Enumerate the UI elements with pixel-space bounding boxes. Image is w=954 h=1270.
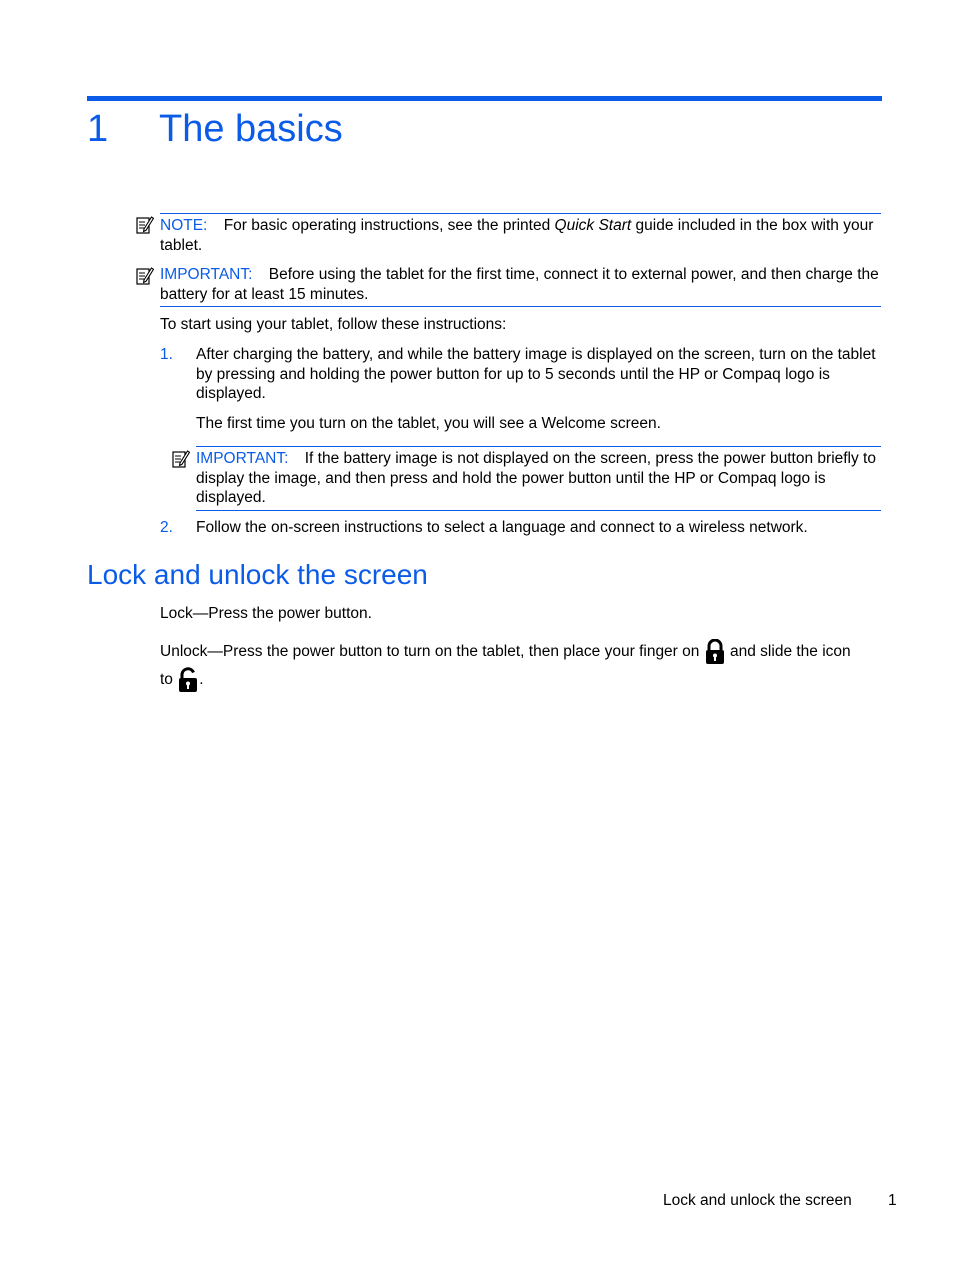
unlock-text-2: and slide the icon: [730, 643, 851, 660]
step-text: After charging the battery, and while the battery image is displayed on the screen, turn on the tablet by pressing and holding the power button for up to 5 seconds until the HP or Compaq logo is displayed.: [196, 346, 876, 402]
note-pencil-icon: [172, 449, 190, 469]
section-heading: Lock and unlock the screen: [87, 559, 428, 590]
important-2-body: If the battery image is not displayed on the screen, press the power button briefly to display the image, and then press and hold the power button until the HP or Compaq logo is displayed.: [196, 450, 876, 506]
unlock-text-4: .: [199, 671, 204, 688]
note-text-after: guide included in the box with your tablet.: [160, 217, 874, 254]
note-text: [160, 216, 881, 255]
lock-text: —Press the power button.: [192, 605, 372, 622]
step-followup: The first time you turn on the tablet, you will see a Welcome screen.: [196, 415, 661, 432]
note-emphasis: Quick Start: [554, 217, 632, 234]
chapter-heading: [87, 106, 343, 152]
lock-paragraph: [160, 604, 372, 624]
note-pencil-icon: [136, 215, 154, 235]
footer-page-number: 1: [888, 1192, 897, 1209]
step-number: 2.: [160, 519, 173, 536]
unlock-text-1: —Press the power button to turn on the tablet, then place your finger on: [207, 643, 700, 660]
chapter-title: The basics: [159, 108, 343, 150]
note-text-before: For basic operating instructions, see the printed: [223, 217, 551, 234]
important-2-text: [196, 449, 881, 508]
step-number: 1.: [160, 346, 173, 363]
important-label: IMPORTANT:: [160, 266, 253, 283]
unlock-term: Unlock: [160, 643, 208, 660]
important-2-label: IMPORTANT:: [196, 450, 289, 467]
chapter-number: 1: [87, 108, 109, 150]
padlock-unlocked-icon: [177, 667, 199, 693]
important-box: [160, 265, 881, 307]
lock-term: Lock: [160, 605, 193, 622]
note-pencil-icon: [136, 266, 154, 286]
footer-section-title: Lock and unlock the screen: [663, 1192, 852, 1209]
important-body: Before using the tablet for the first time, connect it to external power, and then charge the battery for at least 15 minutes.: [160, 266, 879, 303]
unlock-paragraph: [160, 638, 882, 694]
intro-text: To start using your tablet, follow these instructions:: [160, 316, 507, 333]
chapter-top-rule: [87, 96, 882, 101]
note-label: NOTE:: [160, 217, 208, 234]
padlock-locked-icon: [704, 639, 726, 665]
note-box: [160, 213, 881, 255]
step-text: Follow the on-screen instructions to select a language and connect to a wireless network.: [196, 519, 808, 536]
important-box-2: [196, 446, 881, 511]
important-text: [160, 265, 881, 304]
unlock-text-3: to: [160, 671, 173, 688]
